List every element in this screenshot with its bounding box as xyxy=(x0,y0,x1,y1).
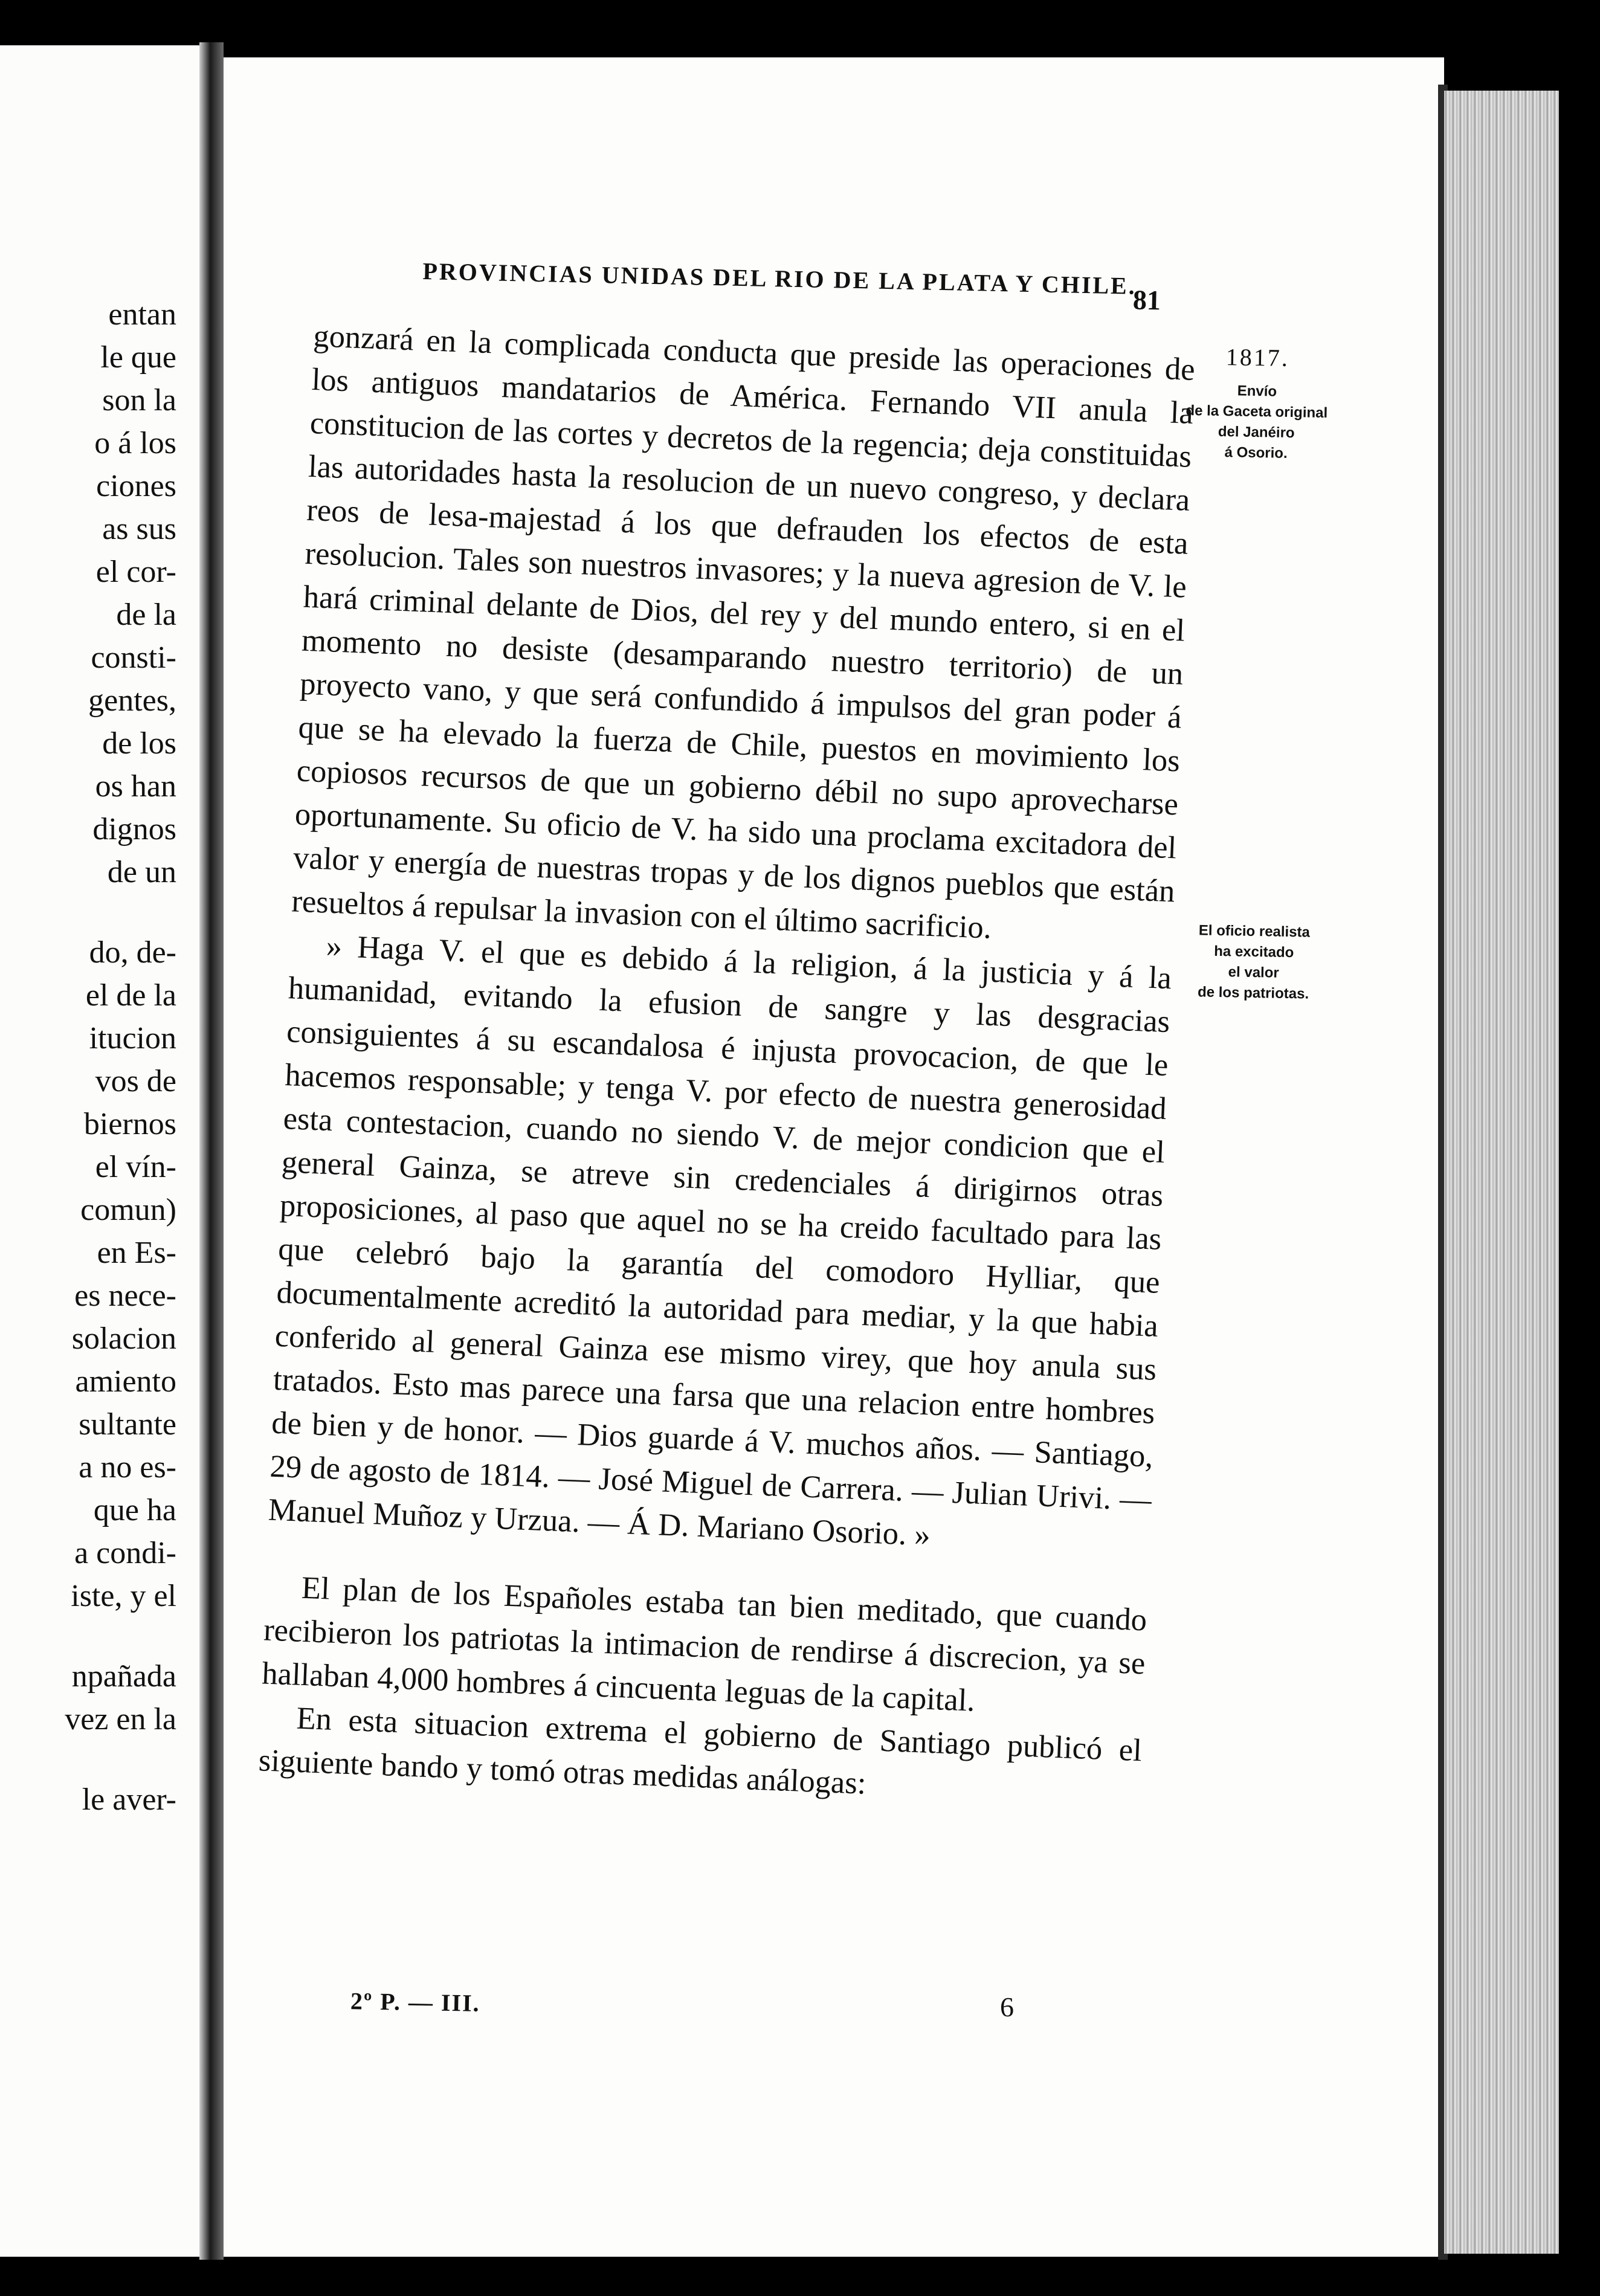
left-fragment: el cor- xyxy=(95,555,176,589)
left-fragment: es nece- xyxy=(74,1279,176,1313)
left-fragment-gap xyxy=(0,1741,176,1778)
left-fragment: comun) xyxy=(80,1193,176,1227)
left-fragment: do, de- xyxy=(89,935,176,970)
page-stack-edge xyxy=(1444,91,1559,2254)
book-gutter xyxy=(199,42,224,2260)
paragraph: gonzará en la complicada conducta que preside las operaciones de los antiguos mandatarios de América. Fernando VII anula la constitucion de las cortes y decretos de la regencia; deja constituidas las autoridades hasta la resolucion de un nuevo congreso, y declara reos de lesa-majestad á los que defrauden los efectos de esta resolucion. Tales son nuestros invasores; y la nueva agresion de V. le hará criminal delante de Dios, del rey y del mundo entero, si en el momento no desiste (desamparando nuestro territorio) de un proyecto vano, y que será confundido á impulsos del gran poder á que se ha elevado la fuerza de Chile, puestos en movimiento los copiosos recursos de que un gobierno débil no supo aprovecharse oportunamente. Su oficio de V. ha sido una proclama excitadora del valor y energía de nuestras tropas y de los dignos pueblos que están resueltos á repulsar la invasion con el último sacrificio. xyxy=(291,318,1196,946)
left-fragment: le que xyxy=(100,340,176,375)
margin-note-line: el valor xyxy=(1228,964,1279,981)
left-fragment: de los xyxy=(102,726,176,761)
signature-mark: 2º P. — III. xyxy=(350,1987,481,2017)
left-fragment: as sus xyxy=(102,512,176,546)
left-fragment: dignos xyxy=(92,812,176,846)
left-fragment: de la xyxy=(116,598,176,632)
left-fragment: le aver- xyxy=(82,1782,176,1817)
paragraph: En esta situacion extrema el gobierno de Santiago publicó el siguiente bando y tomó otras medidas análogas: xyxy=(257,1700,1143,1801)
running-header: PROVINCIAS UNIDAS DEL RIO DE LA PLATA Y CHILE. xyxy=(422,257,1137,300)
body-text xyxy=(258,314,1196,1816)
paragraph: » Haga V. el que es debido á la religion, á la justicia y á la humanidad, evitando la efusion de sangre y las desgracias consiguientes á su escandalosa é injusta provocacion, de que le hacemos responsable; y tenga V. por efecto de nuestra generosidad esta contestacion, cuando no siendo V. de mejor condicion que el general Gainza, se atreve sin credenciales á dirigirnos otras proposiciones, al paso que aquel no se ha creido facultado para las que celebró bajo la garantía del comodoro Hylliar, que documentalmente acreditó la autoridad para mediar, y la que habia conferido al general Gainza ese mismo virey, que hoy anula sus tratados. Esto mas parece una farsa que una relacion entre hombres de bien y de honor. — Dios guarde á V. muchos años. — Santiago, 29 de agosto de 1814. — José Miguel de Carrera. — Julian Urivi. — Manuel Muñoz y Urzua. — Á D. Mariano Osorio. » xyxy=(267,928,1172,1553)
margin-note-line: del Janéiro xyxy=(1218,423,1295,442)
left-page-text-fragments xyxy=(0,293,176,1821)
left-fragment: o á los xyxy=(94,426,176,460)
left-fragment: biernos xyxy=(83,1107,176,1141)
left-fragment: vez en la xyxy=(65,1702,176,1737)
left-fragment: de un xyxy=(107,855,176,889)
margin-year: 1817. xyxy=(1225,343,1290,372)
left-fragment-gap xyxy=(0,894,176,931)
margin-note-line: El oficio realista xyxy=(1198,922,1311,941)
left-page xyxy=(0,45,199,2257)
left-fragment: el de la xyxy=(85,978,176,1013)
left-fragment: amiento xyxy=(75,1364,176,1399)
margin-note-line: á Osorio. xyxy=(1224,444,1288,462)
left-fragment: itucion xyxy=(89,1021,176,1056)
margin-note-line: ha excitado xyxy=(1214,943,1294,961)
left-fragment: que ha xyxy=(93,1493,176,1527)
margin-note-line: Envío xyxy=(1237,382,1277,400)
left-fragment-gap xyxy=(0,1617,176,1655)
left-fragment: sultante xyxy=(79,1407,176,1442)
left-fragment: ciones xyxy=(96,469,176,503)
margin-note-line: de los patriotas. xyxy=(1197,984,1309,1002)
paragraph: El plan de los Españoles estaba tan bien meditado, que cuando recibieron los patriotas la intimacion de rendirse á discrecion, ya se hallaban 4,000 hombres á cincuenta leguas de la capital. xyxy=(261,1570,1148,1718)
left-fragment: en Es- xyxy=(97,1236,176,1270)
left-fragment: npañada xyxy=(71,1659,176,1694)
margin-note-oficio xyxy=(1163,920,1345,1005)
left-fragment: entan xyxy=(108,297,176,332)
left-fragment: el vín- xyxy=(95,1150,176,1184)
left-fragment: son la xyxy=(102,383,176,418)
right-page xyxy=(224,57,1444,2257)
left-fragment: vos de xyxy=(95,1064,176,1098)
left-fragment: gentes, xyxy=(88,683,176,718)
left-fragment: solacion xyxy=(71,1321,176,1356)
left-fragment: a no es- xyxy=(79,1450,176,1485)
signature-number: 6 xyxy=(1000,1991,1014,2022)
left-fragment: a condi- xyxy=(74,1536,176,1570)
left-fragment: consti- xyxy=(91,640,176,675)
page-number: 81 xyxy=(1132,284,1161,316)
left-fragment: os han xyxy=(95,769,176,804)
left-fragment: iste, y el xyxy=(71,1579,176,1613)
margin-note-line: de la Gaceta original xyxy=(1185,402,1328,422)
